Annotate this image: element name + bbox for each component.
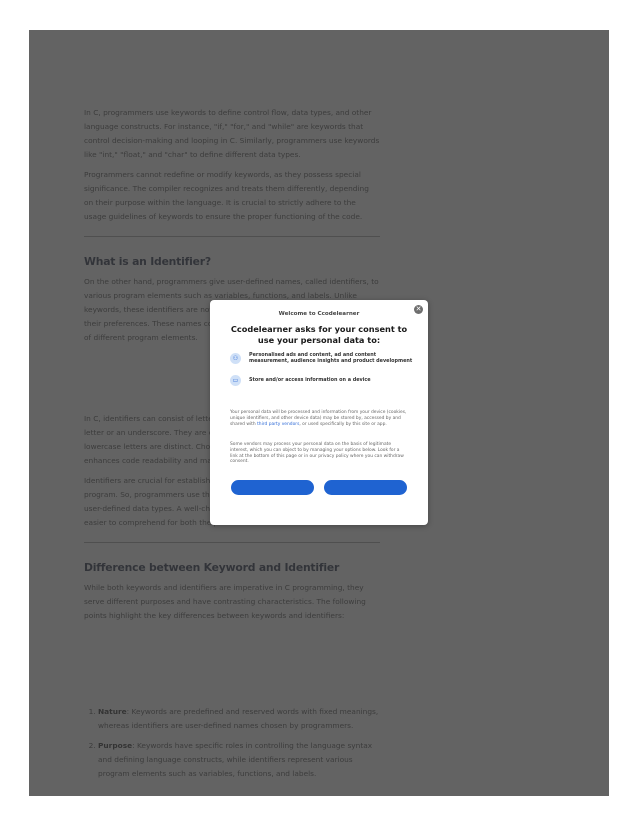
legitimate-interest-note: Some vendors may process your personal data on the basis of legitimate interest, which you can object to by managing your options below. Look for a link at the bottom of this page or in our privacy policy where you can withdraw consent. [230,442,404,465]
description-text: Your personal data will be processed and information from your device (cookies, unique identifiers, and other device data) may be stored by, accessed by and shared with [230,410,407,427]
person-icon: ⚇ [230,353,241,364]
purpose-text: Personalised ads and content, ad and content measurement, audience insights and product development [249,352,413,365]
device-icon: ▭ [230,375,241,386]
manage-options-button[interactable] [231,480,314,495]
consent-button[interactable] [324,480,407,495]
purpose-item [230,352,414,364]
close-icon[interactable]: ✕ [415,305,422,313]
consent-description [230,410,408,427]
description-text: , or used specifically by this site or app. [299,421,387,427]
consent-dialog [210,300,428,525]
purpose-text: Store and/or access information on a device [249,377,371,384]
purpose-item [230,375,414,386]
dialog-welcome: Welcome to Ccodelearner [278,311,360,317]
dialog-title: Ccodelearner asks for your consent to use your personal data to: [230,324,408,345]
third-party-vendors-link[interactable]: third party vendors [257,421,300,427]
